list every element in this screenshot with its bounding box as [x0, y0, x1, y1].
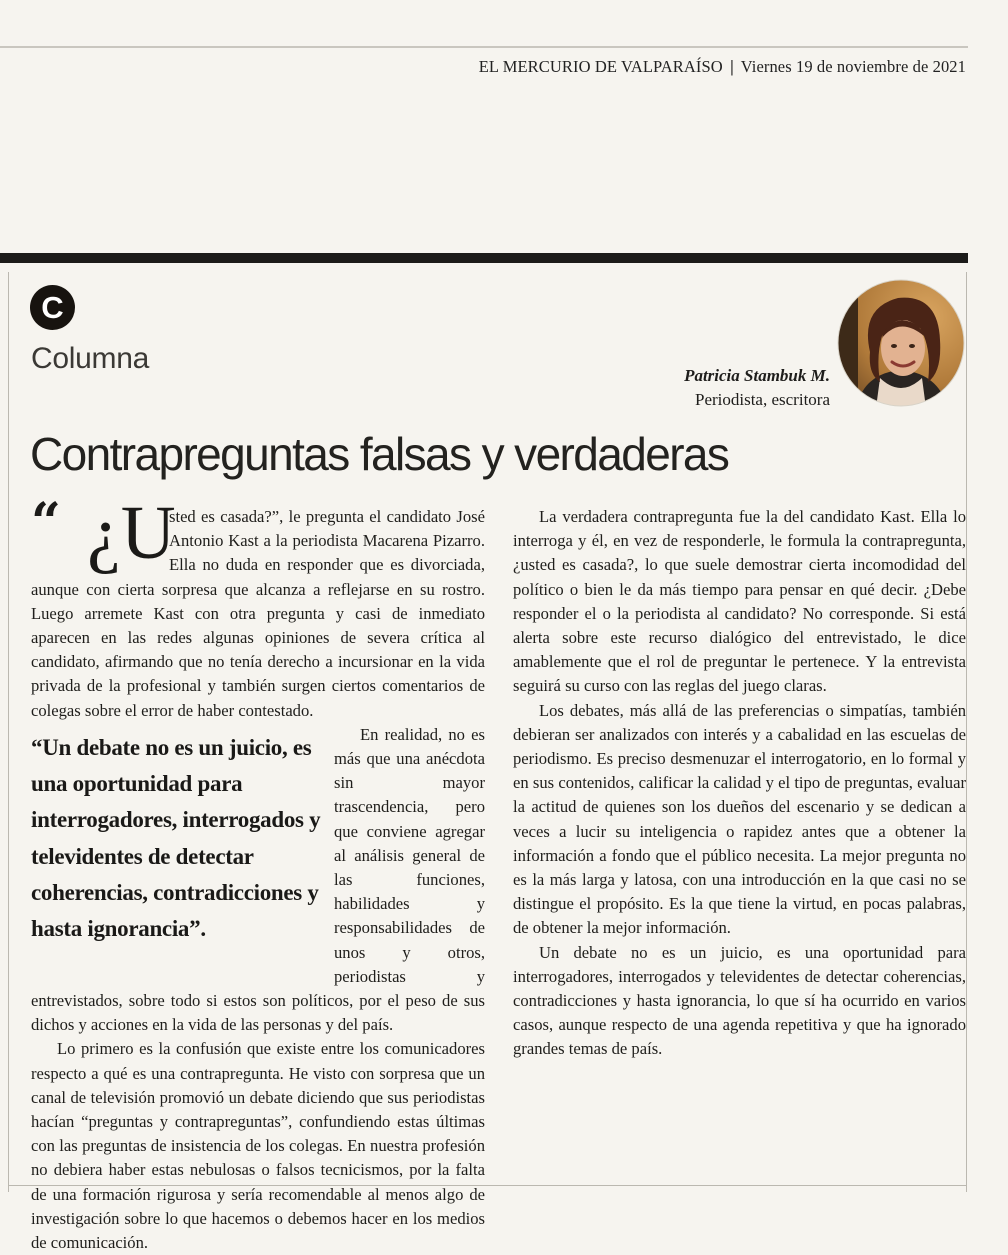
article-column-right [513, 505, 966, 1062]
publication-name: EL MERCURIO DE VALPARAÍSO [478, 57, 723, 76]
top-rule [0, 46, 968, 48]
paragraph-2: En realidad, no es más que una anécdota sin mayor trascendencia, pero que conviene agregar al análisis general de las funciones, habilidades y responsabilidades de unos y otros, periodistas y entrevistados, sobre todo si estos son políticos, por el peso de sus dichos y acciones en la vida de las personas y del país. [31, 724, 485, 1035]
header-separator: | [730, 57, 734, 76]
paragraph-1: sted es casada?”, le pregunta el candidato José Antonio Kast a la periodista Macarena Pizarro. Ella no duda en responder que es divorciada, aunque con cierta sorpresa que alcanza a reflejarse en su rostro. Luego arremete Kast con otra pregunta y casi de inmediato aparecen en las redes algunas opiniones de severa crítica al candidato, afirmando que no tenía derecho a incursionar en la vida privada de la profesional y también surgen ciertos comentarios de colegas sobre el error de haber contestado. [31, 507, 485, 720]
author-byline [684, 364, 830, 412]
paragraph-5: Los debates, más allá de las preferencias o simpatías, también debieran ser analizados con interés y a cabalidad en las escuelas de periodismo. Es preciso desmenuzar el interrogatorio, en lo formal y en sus contenidos, calificar la calidad y el tipo de preguntas, evaluar la actitud de quienes son los dueños del escenario y se dedican a veces a lucir su inteligencia o rapidez antes que a obtener la información a fondo que el público necesita. La mejor pregunta no es la más larga y latosa, con una introducción en la que casi no se distingue el propósito. Es la que tiene la virtud, en pocas palabras, de obtener la mejor información. [513, 700, 966, 938]
page-header [479, 57, 966, 77]
column-badge-icon: C [30, 285, 75, 330]
dropcap-letter: ¿U [87, 491, 176, 575]
right-column-rule [966, 272, 967, 1192]
pull-quote: “Un debate no es un juicio, es una oportunidad para interrogadores, interrogados y televidentes de detectar coherencias, contradicciones y hasta ignorancia”. [31, 734, 321, 942]
publication-date: Viernes 19 de noviembre de 2021 [740, 57, 966, 76]
author-portrait [836, 278, 966, 408]
left-column-rule [8, 272, 9, 1192]
paragraph-6: Un debate no es un juicio, es una oportunidad para interrogadores, interrogados y televidentes de detectar coherencias, contradicciones y hasta ignorancia, lo que sí ha ocurrido en varios casos, aunque respecto de una agenda repetitiva y que ha ignorado grandes temas de país. [513, 942, 966, 1059]
section-bar [0, 253, 968, 263]
author-role: Periodista, escritora [694, 390, 830, 409]
article-column-left [31, 491, 485, 1255]
headline: Contrapreguntas falsas y verdaderas [30, 428, 729, 480]
section-label: Columna [31, 342, 149, 375]
author-name: Patricia Stambuk M. [684, 366, 830, 385]
drop-cap [31, 491, 176, 575]
dropcap-quote-mark: “ [31, 492, 61, 553]
paragraph-4: La verdadera contrapregunta fue la del candidato Kast. Ella lo interroga y él, en vez de responderle, le formula la contrapregunta, ¿usted es casada?, lo que suele demostrar cierta incomodidad del político o bien le da más tiempo para pensar en qué decir. ¿Debe responder el o la periodista al candidato? No corresponde. Si está alerta sobre este recurso dialógico del entrevistado, le dice amablemente que el rol de preguntar le pertenece. Y la entrevista seguirá su curso con las reglas del juego claras. [513, 507, 966, 696]
paragraph-3: Lo primero es la confusión que existe entre los comunicadores respecto a qué es una contrapregunta. He visto con sorpresa que un canal de televisión promovió un debate diciendo que sus periodistas hacían “preguntas y contrapreguntas”, confundiendo estas últimas con las preguntas de insistencia de los colegas. En nuestra profesión no debiera haber estas nebulosas o falsos tecnicismos, por la falta de una formación rigurosa y sería recomendable al menos algo de investigación sobre lo que hacemos o debemos hacer en los medios de comunicación. [31, 1039, 485, 1253]
